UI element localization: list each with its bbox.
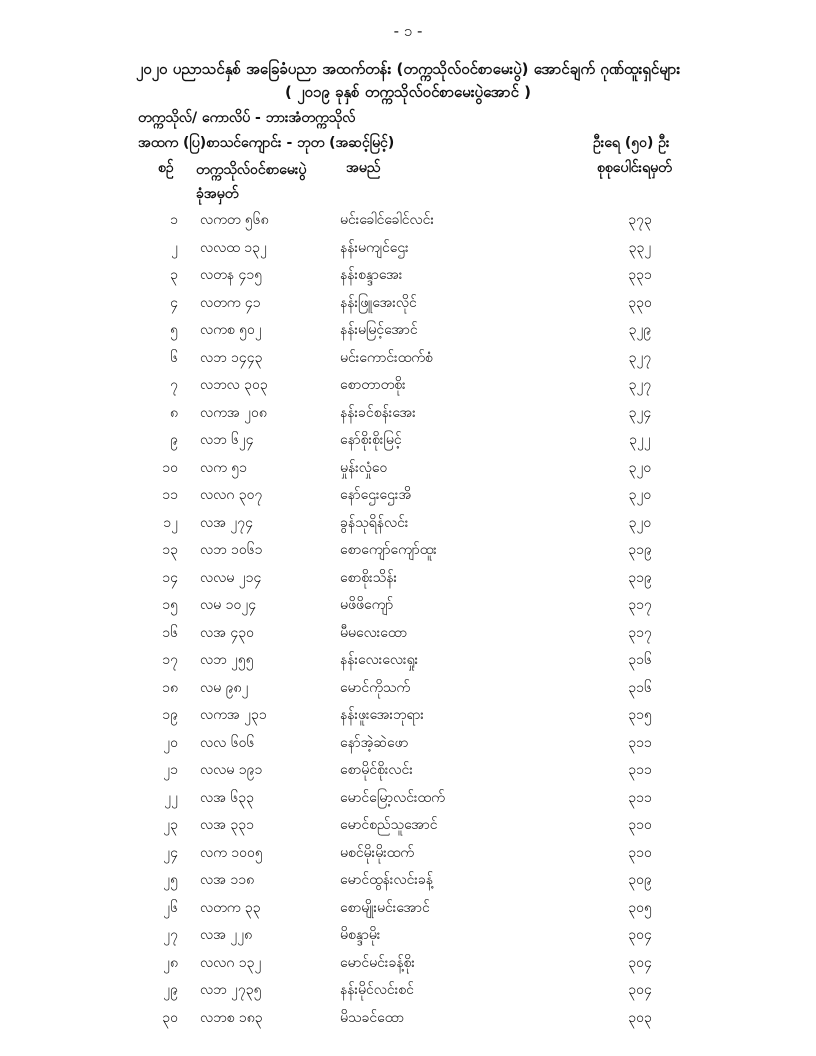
row-roll-number: လက ၅၁ xyxy=(200,459,248,476)
row-number: ၁၅ xyxy=(162,597,178,613)
table-row xyxy=(0,705,816,733)
row-marks: ၃၂၉ xyxy=(628,322,652,338)
row-roll-number: လလဂ ၁၃၂ xyxy=(200,954,262,971)
row-marks: ၃၂၂ xyxy=(629,432,651,448)
row-roll-number: လအ ၂၂၈ xyxy=(200,927,253,943)
table-row xyxy=(0,815,816,843)
row-roll-number: လဘ ၁၀၆၁ xyxy=(200,542,263,558)
row-name: မီမလေးထော xyxy=(340,624,408,641)
row-number: ၁၉ xyxy=(162,707,178,723)
row-name: စောတာတစိုး xyxy=(340,377,406,393)
row-name: နော်ဌေးဌေးအိ xyxy=(340,487,412,503)
row-roll-number: လဘ ၆၂၄ xyxy=(200,432,254,448)
row-roll-number: လကအ ၂၃၁ xyxy=(200,707,267,723)
row-number: ၁၆ xyxy=(162,624,178,641)
row-marks: ၃၁၆ xyxy=(628,679,652,696)
row-marks: ၃၁၆ xyxy=(628,652,652,668)
row-number: ၇ xyxy=(170,377,178,393)
row-number: ၂၈ xyxy=(163,954,178,971)
row-number: ၂၁ xyxy=(163,762,178,778)
table-row xyxy=(0,1008,816,1036)
row-roll-number: လဘ ၂၅၅ xyxy=(200,652,254,668)
table-row xyxy=(0,733,816,761)
row-number: ၂၇ xyxy=(163,927,178,943)
row-number: ၁၁ xyxy=(162,487,178,503)
page-number: - ၁ - xyxy=(393,22,423,40)
header-marks: စုစုပေါင်းရမှတ် xyxy=(597,160,672,176)
row-marks: ၃၁၁ xyxy=(628,734,652,751)
table-row xyxy=(0,403,816,431)
row-marks: ၃၃၁ xyxy=(628,267,652,283)
table-row xyxy=(0,238,816,266)
row-roll-number: လအ ၄၃၀ xyxy=(200,624,255,641)
row-marks: ၃၀၃ xyxy=(628,1009,652,1026)
row-roll-number: လမ ၉၈၂ xyxy=(200,679,249,696)
table-row xyxy=(0,898,816,926)
row-marks: ၃၀၄ xyxy=(628,927,652,943)
row-roll-number: လတက ၄၁ xyxy=(200,294,261,311)
row-number: ၂၉ xyxy=(163,982,178,998)
row-marks: ၃၀၅ xyxy=(628,899,652,916)
results-list xyxy=(0,210,816,1035)
table-row xyxy=(0,265,816,293)
row-marks: ၃၀၄ xyxy=(628,954,652,971)
table-row xyxy=(0,568,816,596)
table-row xyxy=(0,348,816,376)
row-marks: ၃၂၀ xyxy=(628,514,652,531)
row-number: ၃၀ xyxy=(162,1009,178,1026)
row-number: ၁၀ xyxy=(162,459,178,476)
row-marks: ၃၁၉ xyxy=(628,542,652,558)
row-name: နန်းလေးလေးရှုး xyxy=(340,652,419,668)
row-marks: ၃၂၇ xyxy=(628,377,652,393)
table-row xyxy=(0,210,816,238)
row-roll-number: လအ ၁၁၈ xyxy=(200,872,255,888)
row-marks: ၃၂၀ xyxy=(628,459,652,476)
header-roll-line1: တက္ကသိုလ်ဝင်စာမေးပွဲ xyxy=(196,162,307,178)
table-row xyxy=(0,293,816,321)
row-name: နန်းခင်စန်းအေး xyxy=(340,404,416,421)
row-name: မင်းကောင်းထက်စံ xyxy=(340,349,433,366)
row-name: မောင်ထွန်းလင်းခန့် xyxy=(340,872,434,888)
header-no: စဉ် xyxy=(158,160,174,176)
row-number: ၁၈ xyxy=(162,679,178,696)
row-name: ခွန်သုရိန်လင်း xyxy=(340,514,409,531)
row-number: ၃ xyxy=(170,267,178,283)
row-roll-number: လလ ၆၀၆ xyxy=(200,734,255,751)
row-marks: ၃၁၅ xyxy=(628,707,652,723)
row-marks: ၃၁၀ xyxy=(628,844,652,861)
row-number: ၂၂ xyxy=(164,789,178,806)
table-row xyxy=(0,980,816,1008)
row-name: နန်းမိုင်လင်းစင် xyxy=(340,982,414,998)
table-row xyxy=(0,458,816,486)
row-marks: ၃၁၇ xyxy=(628,624,652,641)
row-roll-number: လက ၁၀၀၅ xyxy=(200,844,263,861)
row-number: ၂၄ xyxy=(163,844,178,861)
row-number: ၉ xyxy=(170,432,178,448)
row-roll-number: လလထ ၁၃၂ xyxy=(200,239,267,256)
row-name: မောင်စည်သူအောင် xyxy=(340,817,438,833)
row-marks: ၃၀၉ xyxy=(628,872,652,888)
row-roll-number: လကအ ၂၀၈ xyxy=(200,404,267,421)
row-number: ၁၇ xyxy=(162,652,178,668)
row-number: ၂၀ xyxy=(163,734,178,751)
school-line: အထက (ပြ)စာသင်ကျောင်း - ဘုတ (အဆင့်မြင့်) xyxy=(138,135,395,151)
row-name: နော်စိုးစိုးမြင့် xyxy=(340,432,402,448)
row-roll-number: လဘလ ၃၀၃ xyxy=(200,377,268,393)
row-marks: ၃၂၀ xyxy=(628,487,652,503)
row-number: ၁၄ xyxy=(162,569,178,586)
row-number: ၂၅ xyxy=(163,872,178,888)
row-name: မင်းခေါင်ခေါင်လင်း xyxy=(340,212,434,228)
row-marks: ၃၁၁ xyxy=(628,789,652,806)
row-name: နန်းဖူးအေးဘုရား xyxy=(340,707,424,723)
header-roll-number xyxy=(196,158,306,206)
row-name: နန်းမကျင်ဌေး xyxy=(340,239,409,256)
row-name: နန်းစန္ဒာအေး xyxy=(340,267,403,283)
row-marks: ၃၀၄ xyxy=(628,982,652,998)
row-roll-number: လကတ ၅၆၈ xyxy=(200,212,269,228)
table-row xyxy=(0,925,816,953)
table-row xyxy=(0,595,816,623)
row-name: နန်းဖြူအေးလိုင် xyxy=(340,294,417,311)
table-row xyxy=(0,320,816,348)
table-row xyxy=(0,650,816,678)
row-name: မောင်မင်းခန့်စိုး xyxy=(340,954,415,971)
row-number: ၁၂ xyxy=(163,514,178,531)
row-number: ၂၃ xyxy=(163,817,178,833)
table-row xyxy=(0,788,816,816)
row-roll-number: လဘစ ၁၈၃ xyxy=(200,1009,263,1026)
row-marks: ၃၃၀ xyxy=(628,294,652,311)
table-row xyxy=(0,843,816,871)
row-roll-number: လအ ၂၇၄ xyxy=(200,514,254,531)
table-row xyxy=(0,953,816,981)
table-row xyxy=(0,760,816,788)
row-name: မိစန္ဒာမိုး xyxy=(340,927,381,943)
row-marks: ၃၁၇ xyxy=(628,597,652,613)
row-number: ၄ xyxy=(170,294,178,311)
table-row xyxy=(0,430,816,458)
row-roll-number: လအ ၃၃၁ xyxy=(200,817,255,833)
row-roll-number: လဘ ၂၇၃၅ xyxy=(200,982,262,998)
header-roll-line2: ခုံအမှတ် xyxy=(196,186,239,202)
row-marks: ၃၂၄ xyxy=(628,404,652,421)
row-name: မစင်မိုးမိုးထက် xyxy=(340,844,414,861)
row-name: မောင်ကိုသက် xyxy=(340,679,411,696)
document-subtitle: ( ၂၀၁၉ ခုနှစ် တက္ကသိုလ်ဝင်စာမေးပွဲအောင် ) xyxy=(285,83,531,101)
row-name: မောင်မြော့လင်းထက် xyxy=(340,789,445,806)
row-roll-number: လတက ၃၃ xyxy=(200,899,261,916)
row-marks: ၃၁၉ xyxy=(628,569,652,586)
row-marks: ၃၂၇ xyxy=(628,349,652,366)
row-name: စောစိုးသိန်း xyxy=(340,569,397,586)
table-row xyxy=(0,870,816,898)
row-roll-number: လလမ ၂၁၄ xyxy=(200,569,262,586)
row-roll-number: လမ ၁၀၂၄ xyxy=(200,597,257,613)
row-name: မှုန်းလှုံဝေ xyxy=(340,459,388,476)
row-number: ၅ xyxy=(170,322,178,338)
row-name: မဖိဖိကျော် xyxy=(340,597,394,613)
row-roll-number: လဘ ၁၄၄၃ xyxy=(200,349,263,366)
row-marks: ၃၁၀ xyxy=(628,817,652,833)
row-marks: ၃၁၁ xyxy=(628,762,652,778)
row-name: မိသခင်ထော xyxy=(340,1009,405,1026)
row-name: နန်းမမြင့်အောင် xyxy=(340,322,418,338)
row-roll-number: လအ ၆၃၃ xyxy=(200,789,255,806)
table-row xyxy=(0,678,816,706)
row-name: စောမိုင်စိုးလင်း xyxy=(340,762,413,778)
document-title: ၂၀၂၀ ပညာသင်နှစ် အခြေခံပညာ အထက်တန်း (တက္ကသိုလ်ဝင်စာမေးပွဲ) အောင်ချက် ဂုဏ်ထူးရှင်များ xyxy=(135,60,681,78)
university-line: တက္ကသိုလ်/ ကောလိပ် - ဘားအံတက္ကသိုလ် xyxy=(138,110,356,126)
header-name: အမည် xyxy=(346,160,381,176)
table-row xyxy=(0,485,816,513)
row-number: ၆ xyxy=(170,349,178,366)
table-row xyxy=(0,540,816,568)
row-roll-number: လကစ ၅၀၂ xyxy=(200,322,262,338)
row-name: စောမျိုးမင်းအောင် xyxy=(340,899,430,916)
row-number: ၁၃ xyxy=(162,542,178,558)
row-marks: ၃၇၃ xyxy=(628,212,652,228)
row-roll-number: လတန ၄၁၅ xyxy=(200,267,263,283)
total-count: ဦးရေ (၅၀) ဦး xyxy=(593,135,670,151)
row-roll-number: လလဂ ၃၀၇ xyxy=(200,487,263,503)
row-number: ၁ xyxy=(170,212,178,228)
table-row xyxy=(0,623,816,651)
table-row xyxy=(0,375,816,403)
table-row xyxy=(0,513,816,541)
row-marks: ၃၃၂ xyxy=(628,239,652,256)
row-number: ၂ xyxy=(171,239,178,256)
row-name: စောကျော်ကျော်ထူး xyxy=(340,542,437,558)
row-number: ၈ xyxy=(170,404,178,421)
row-number: ၂၆ xyxy=(163,899,178,916)
row-roll-number: လလမ ၁၉၁ xyxy=(200,762,263,778)
row-name: နော်အဲ့ဆဲဖော xyxy=(340,734,409,751)
